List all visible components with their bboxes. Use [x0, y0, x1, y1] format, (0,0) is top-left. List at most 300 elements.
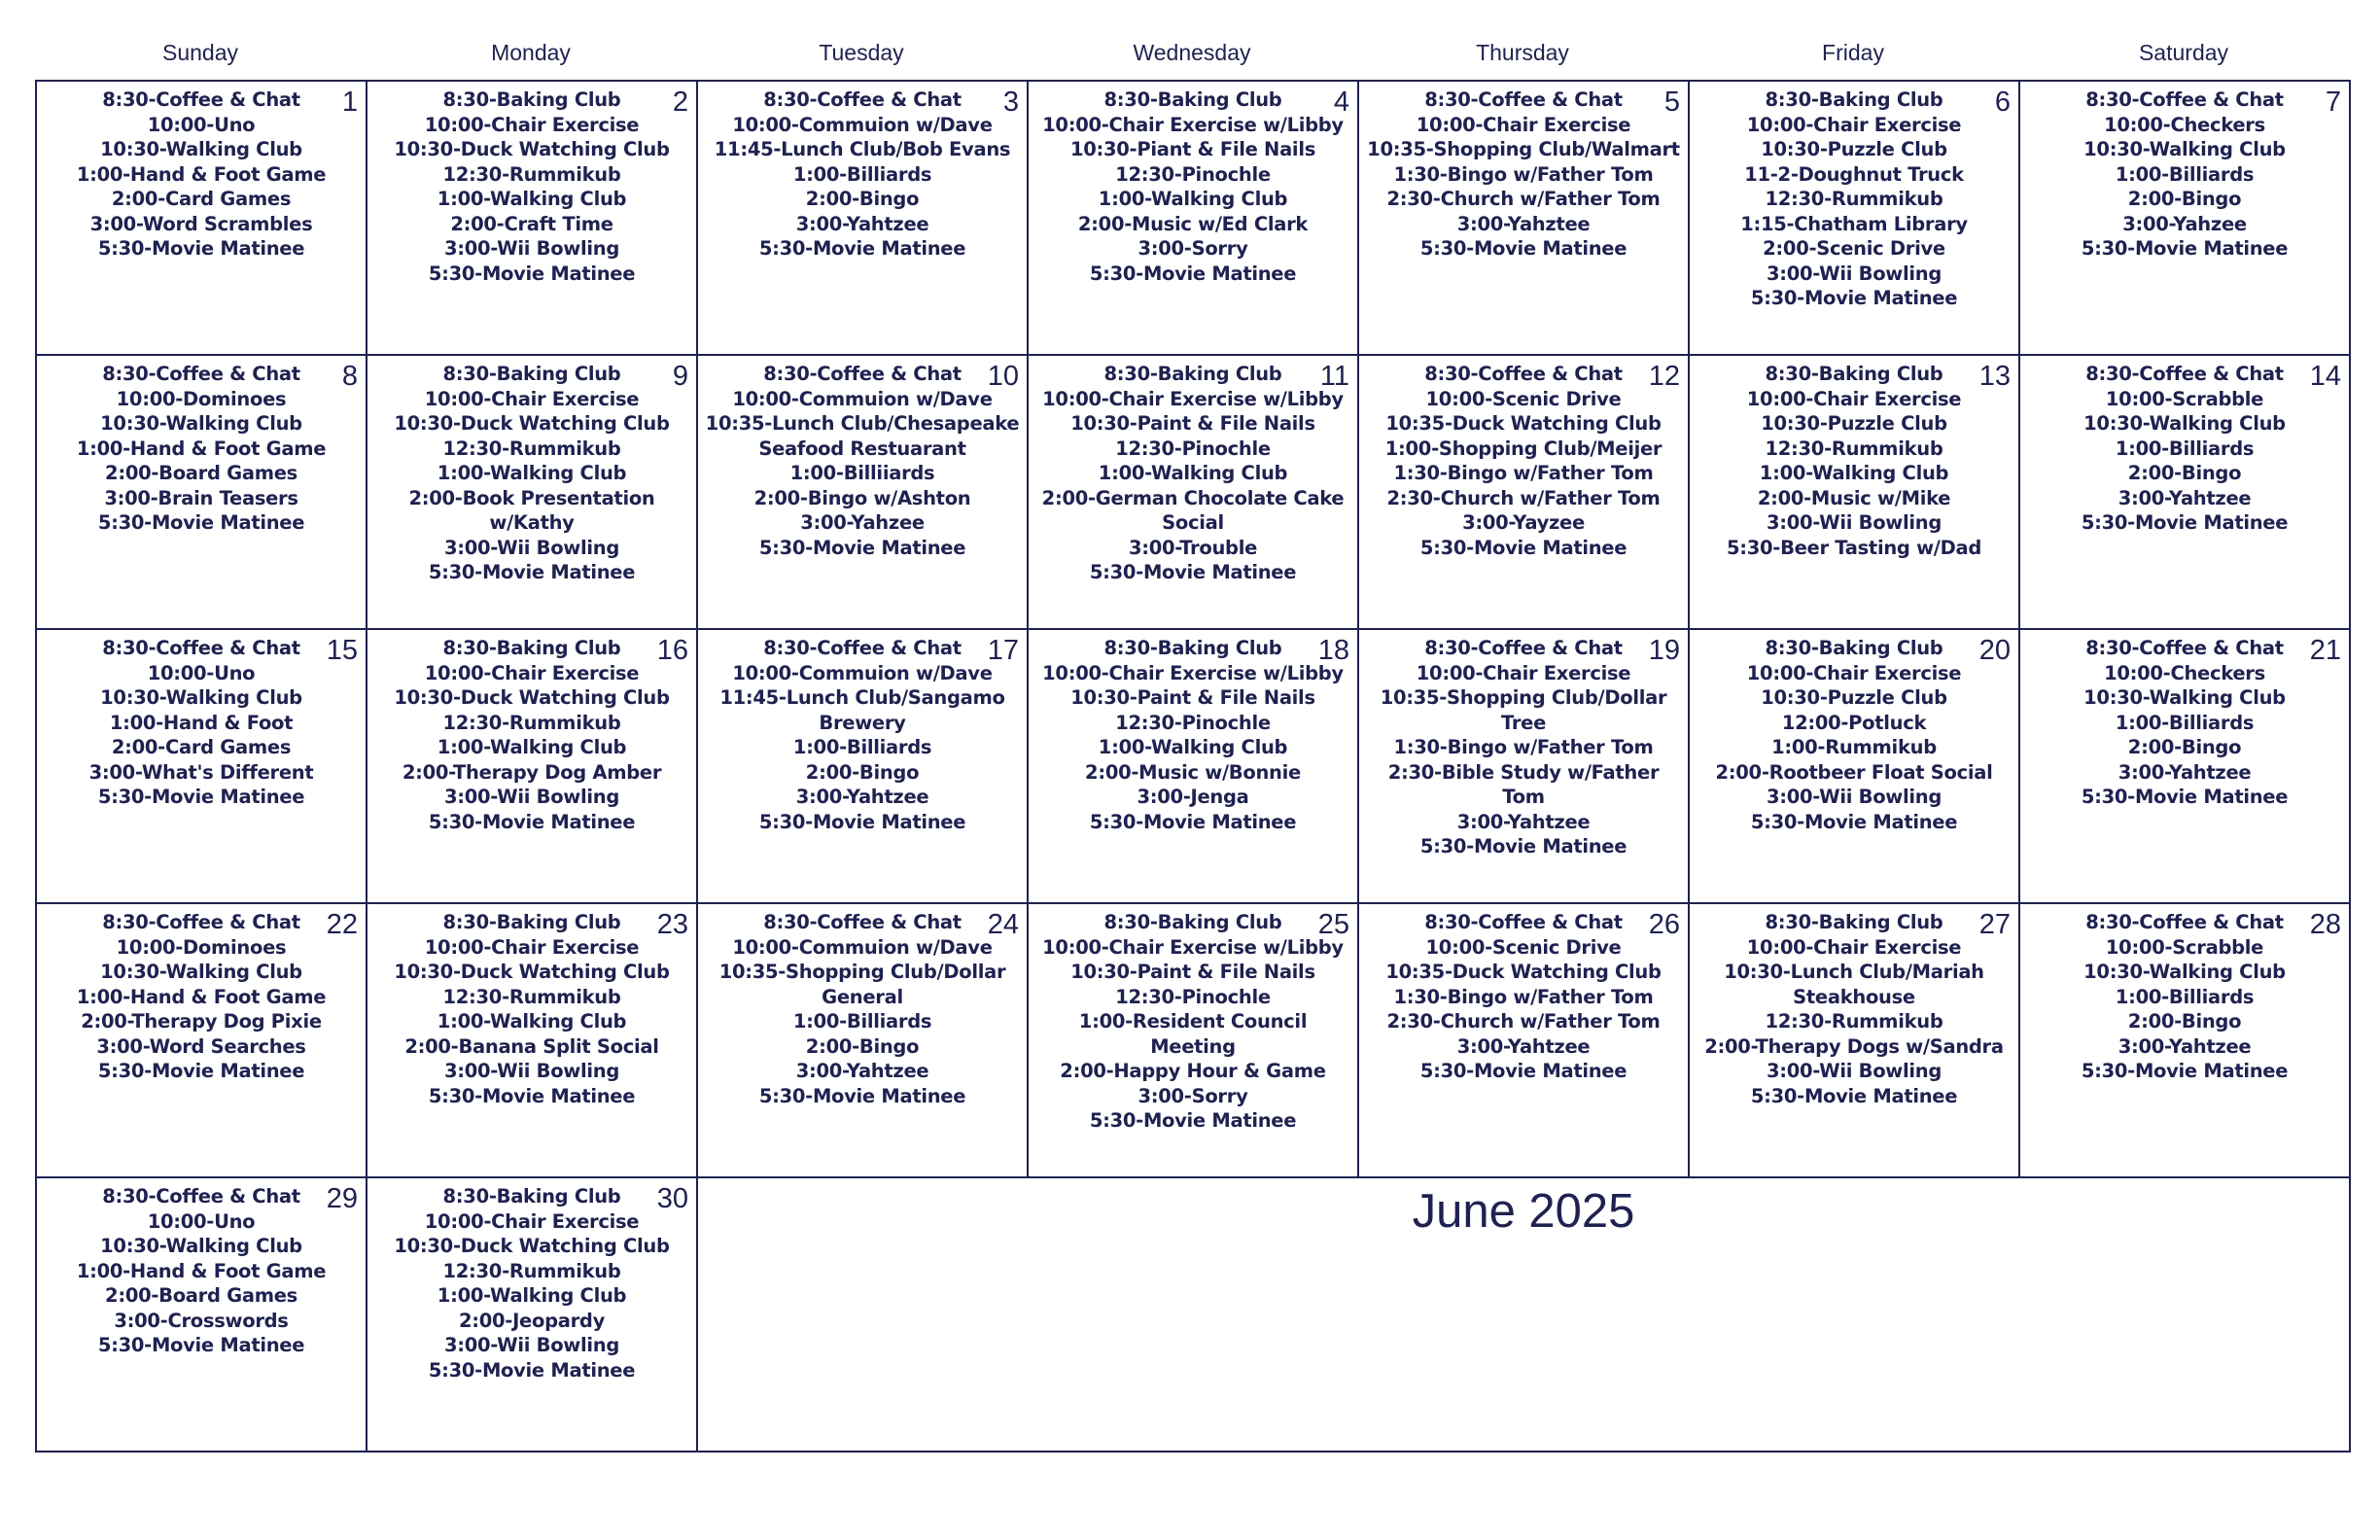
day-cell: [698, 630, 1029, 904]
event-item: 10:30-Piant & File Nails: [1069, 138, 1316, 160]
event-item: 5:30-Movie Matinee: [2081, 237, 2289, 260]
event-item: 12:30-Rummikub: [442, 437, 621, 460]
event-item: 8:30-Coffee & Chat: [763, 637, 962, 659]
event-item: 10:35-Duck Watching Club: [1385, 961, 1662, 983]
event-item: 2:00-Bingo: [805, 188, 920, 210]
event-item: 3:00-Yahtzee: [1456, 1034, 1591, 1058]
day-number: 24: [987, 909, 1019, 940]
day-number: 15: [326, 635, 358, 666]
day-number: 4: [1333, 87, 1349, 118]
day-number: 18: [1317, 635, 1349, 666]
day-number: 30: [656, 1183, 688, 1214]
event-item: 3:00-Yahzee: [2122, 212, 2247, 235]
event-item: 10:00-Dominoes: [116, 387, 287, 410]
event-item: 10:00-Chair Exercise w/Libby: [1042, 661, 1344, 684]
event-list: [37, 904, 366, 1084]
event-item: 3:00-Wii Bowling: [443, 536, 620, 559]
day-number: 8: [341, 361, 358, 392]
event-item: 12:30-Pinochle: [1115, 162, 1271, 186]
event-list: [37, 630, 366, 810]
event-item: 3:00-Crosswords: [114, 1309, 289, 1332]
event-list: [1029, 82, 1357, 286]
weekday-header-monday: Monday: [491, 40, 571, 65]
event-item: 8:30-Baking Club: [1103, 637, 1282, 659]
day-number: 9: [672, 361, 688, 392]
event-list: [368, 904, 696, 1108]
event-item: 12:30-Pinochle: [1115, 711, 1271, 734]
day-number: 22: [326, 909, 358, 940]
day-cell: [698, 356, 1029, 630]
event-list: [1029, 904, 1357, 1134]
day-number: 19: [1648, 635, 1680, 666]
event-item: 8:30-Coffee & Chat: [1424, 363, 1623, 385]
event-item: 3:00-Yahztee: [1456, 212, 1591, 235]
event-item: 1:00-Hand & Foot Game: [76, 1259, 327, 1282]
event-item: 1:00-Billiiards: [789, 462, 935, 484]
event-item: 8:30-Baking Club: [1765, 88, 1943, 111]
event-item: 3:00-Wii Bowling: [1766, 1060, 1942, 1082]
event-item: 2:30-Church w/Father Tom: [1386, 1010, 1661, 1032]
event-item: 1:00-Billiards: [2115, 711, 2255, 734]
event-item: 10:00-Chair Exercise: [1746, 935, 1962, 959]
event-item: 10:00-Checkers: [2104, 661, 2265, 684]
event-item: 10:00-Commuion w/Dave: [732, 661, 993, 684]
event-list: [698, 356, 1027, 560]
event-item: 3:00-Sorry: [1138, 1084, 1248, 1107]
event-item: 2:00-Card Games: [111, 188, 292, 210]
event-item: 5:30-Movie Matinee: [97, 1334, 305, 1356]
weekday-header-saturday: Saturday: [2138, 40, 2229, 65]
day-number: 16: [656, 635, 688, 666]
event-item: 8:30-Coffee & Chat: [2085, 637, 2284, 659]
event-item: 2:00-Board Games: [105, 462, 298, 484]
event-item: 5:30-Movie Matinee: [1419, 835, 1628, 858]
day-cell: [2020, 82, 2351, 356]
event-item: 10:30-Duck Watching Club: [394, 686, 670, 709]
event-item: 10:00-Chair Exercise: [424, 661, 640, 684]
event-item: 10:00-Commuion w/Dave: [732, 387, 993, 410]
event-item: 12:30-Rummikub: [1765, 1010, 1943, 1032]
day-cell: [1690, 904, 2020, 1178]
event-item: 10:30-Walking Club: [2083, 961, 2286, 983]
event-list: [1690, 630, 2018, 834]
event-item: 10:30-Duck Watching Club: [394, 961, 670, 983]
event-item: 5:30-Movie Matinee: [428, 810, 636, 833]
event-item: 2:00-Bingo: [2127, 1010, 2242, 1032]
event-item: 10:00-Chair Exercise: [424, 113, 640, 136]
event-item: 1:00-Walking Club: [437, 736, 627, 758]
event-item: 5:30-Movie Matinee: [1089, 810, 1297, 833]
event-list: [1029, 630, 1357, 834]
day-cell: [37, 356, 368, 630]
event-item: 5:30-Movie Matinee: [1089, 1109, 1297, 1132]
day-number: 13: [1978, 361, 2011, 392]
event-item: 8:30-Coffee & Chat: [2085, 363, 2284, 385]
event-item: 10:00-Chair Exercise: [424, 387, 640, 410]
event-item: 2:00-Book Presentation w/Kathy: [408, 486, 655, 534]
event-item: 10:30-Walking Club: [2083, 138, 2286, 160]
event-item: 3:00-Wii Bowling: [443, 786, 620, 808]
event-item: 10:35-Lunch Club/Chesapeake: [705, 412, 1020, 435]
event-item: 10:30-Puzzle Club: [1761, 138, 1947, 160]
event-item: 3:00-What's Different: [88, 760, 314, 784]
calendar: [35, 33, 2349, 1452]
event-item: 8:30-Coffee & Chat: [763, 88, 962, 111]
event-item: 10:30-Walking Club: [2083, 412, 2286, 435]
event-item: 10:00-Scrabble: [2105, 935, 2264, 959]
day-cell: [1359, 904, 1690, 1178]
event-list: [368, 1178, 696, 1382]
day-cell: [1029, 630, 1359, 904]
event-item: 1:00-Hand & Foot Game: [76, 162, 327, 186]
day-cell: [37, 630, 368, 904]
day-cell: [1029, 82, 1359, 356]
event-item: 1:00-Hand & Foot Game: [76, 437, 327, 460]
event-item: 5:30-Movie Matinee: [1419, 536, 1628, 559]
event-item: 10:30-Puzzle Club: [1761, 686, 1947, 709]
event-item: 2:30-Bible Study w/Father Tom: [1387, 760, 1660, 808]
day-number: 7: [2325, 87, 2341, 118]
event-item: 8:30-Coffee & Chat: [102, 88, 300, 111]
event-item: Social: [1162, 511, 1224, 534]
day-cell: [368, 630, 698, 904]
event-item: 2:00-Jeopardy: [459, 1309, 605, 1332]
event-item: 5:30-Movie Matinee: [758, 237, 966, 260]
day-cell: [1029, 356, 1359, 630]
event-item: 2:00-Scenic Drive: [1763, 237, 1945, 260]
day-cell: [368, 82, 698, 356]
event-item: Tree: [1500, 711, 1547, 734]
event-item: 1:00-Rummikub: [1771, 736, 1937, 758]
event-item: 3:00-Jenga: [1137, 786, 1249, 808]
weekday-header-wednesday: Wednesday: [1133, 40, 1251, 65]
event-item: 12:30-Pinochle: [1115, 985, 1271, 1008]
day-cell: [368, 1178, 698, 1452]
event-item: Steakhouse: [1793, 985, 1915, 1008]
day-cell: [368, 904, 698, 1178]
event-item: 10:35-Shopping Club/Dollar: [718, 961, 1006, 983]
event-item: 12:30-Rummikub: [442, 711, 621, 734]
event-item: 8:30-Coffee & Chat: [102, 911, 300, 933]
event-item: 10:30-Walking Club: [100, 412, 302, 435]
event-item: 8:30-Coffee & Chat: [1424, 911, 1623, 933]
event-item: 12:30-Rummikub: [1765, 437, 1943, 460]
event-item: 1:30-Bingo w/Father Tom: [1393, 462, 1654, 484]
event-item: 5:30-Movie Matinee: [1089, 262, 1297, 285]
event-item: 1:30-Bingo w/Father Tom: [1393, 162, 1654, 186]
event-item: 3:00-Sorry: [1138, 237, 1248, 260]
month-title: June 2025: [1412, 1185, 1635, 1238]
weekday-header-row: [35, 33, 2349, 80]
event-item: Brewery: [819, 711, 906, 734]
day-cell: [1359, 82, 1690, 356]
calendar-grid: [35, 80, 2351, 1452]
event-list: [368, 630, 696, 834]
event-item: 2:30-Church w/Father Tom: [1386, 486, 1661, 509]
event-item: 1:00-Resident Council Meeting: [1078, 1010, 1308, 1058]
event-list: [1690, 82, 2018, 311]
day-cell: [1359, 356, 1690, 630]
day-number: 17: [987, 635, 1019, 666]
day-cell: [1359, 630, 1690, 904]
event-item: 3:00-Wii Bowling: [1766, 511, 1942, 534]
event-item: 1:00-Walking Club: [437, 1284, 627, 1307]
day-number: 25: [1317, 909, 1349, 940]
event-list: [368, 82, 696, 286]
event-item: 3:00-Yahtzee: [795, 1060, 929, 1082]
event-list: [698, 82, 1027, 262]
month-title-box: [698, 1178, 2351, 1452]
event-item: 3:00-Yahtzee: [795, 786, 929, 808]
event-item: 1:00-Walking Club: [1098, 736, 1288, 758]
event-item: 10:00-Chair Exercise: [424, 1209, 640, 1233]
event-item: 8:30-Baking Club: [1765, 911, 1943, 933]
day-number: 5: [1663, 87, 1680, 118]
event-item: 5:30-Movie Matinee: [97, 786, 305, 808]
event-item: 2:00-Music w/Mike: [1757, 486, 1951, 509]
event-item: 2:00-Card Games: [111, 736, 292, 758]
event-item: 10:00-Chair Exercise w/Libby: [1042, 387, 1344, 410]
day-cell: [698, 904, 1029, 1178]
event-item: 11:45-Lunch Club/Sangamo: [719, 686, 1005, 709]
event-item: 5:30-Movie Matinee: [1750, 287, 1958, 309]
event-item: 12:30-Rummikub: [442, 985, 621, 1008]
event-item: 8:30-Baking Club: [1765, 637, 1943, 659]
day-number: 11: [1319, 361, 1349, 392]
event-item: 3:00-Word Searches: [96, 1034, 306, 1058]
day-number: 10: [987, 361, 1019, 392]
event-item: 8:30-Coffee & Chat: [1424, 637, 1623, 659]
event-item: 8:30-Baking Club: [442, 363, 621, 385]
event-list: [1359, 356, 1688, 560]
event-item: 1:00-Walking Club: [437, 1010, 627, 1032]
event-item: 1:00-Walking Club: [1098, 188, 1288, 210]
day-number: 2: [672, 87, 688, 118]
event-list: [2020, 356, 2349, 536]
event-item: 10:00-Commuion w/Dave: [732, 935, 993, 959]
event-item: 5:30-Movie Matinee: [97, 1060, 305, 1082]
event-item: 5:30-Movie Matinee: [428, 1358, 636, 1382]
event-item: 2:00-Bingo: [2127, 736, 2242, 758]
event-list: [37, 1178, 366, 1358]
event-item: 3:00-Yahtzee: [2118, 760, 2252, 784]
event-item: 2:30-Church w/Father Tom: [1386, 188, 1661, 210]
event-item: 8:30-Coffee & Chat: [102, 1185, 300, 1208]
event-list: [1359, 82, 1688, 262]
event-item: 5:30-Movie Matinee: [2081, 786, 2289, 808]
day-number: 6: [1994, 87, 2011, 118]
event-item: 3:00-Wii Bowling: [443, 1060, 620, 1082]
event-item: 10:00-Scenic Drive: [1425, 387, 1622, 410]
event-item: 3:00-Yayzee: [1462, 511, 1585, 534]
event-item: 5:30-Movie Matinee: [2081, 1060, 2289, 1082]
event-item: 5:30-Movie Matinee: [97, 237, 305, 260]
weekday-header-friday: Friday: [1822, 40, 1884, 65]
event-item: 1:30-Bingo w/Father Tom: [1393, 736, 1654, 758]
weekday-header-thursday: Thursday: [1476, 40, 1569, 65]
event-item: 8:30-Coffee & Chat: [102, 363, 300, 385]
event-item: 1:00-Billiards: [2115, 437, 2255, 460]
event-item: 2:00-Therapy Dog Pixie: [81, 1010, 322, 1032]
day-number: 23: [656, 909, 688, 940]
day-number: 26: [1648, 909, 1680, 940]
event-item: 2:00-Bingo: [805, 760, 920, 784]
event-item: 5:30-Movie Matinee: [1419, 1060, 1628, 1082]
event-item: 3:00-Wii Bowling: [443, 1334, 620, 1356]
event-item: 10:00-Uno: [147, 661, 256, 684]
event-item: 2:00-Bingo w/Ashton: [753, 486, 971, 509]
event-item: 12:30-Rummikub: [442, 162, 621, 186]
day-cell: [1690, 82, 2020, 356]
day-number: 28: [2309, 909, 2341, 940]
event-item: 10:00-Chair Exercise w/Libby: [1042, 113, 1344, 136]
event-item: 3:00-Wii Bowling: [1766, 786, 1942, 808]
event-item: 10:00-Chair Exercise: [1416, 661, 1631, 684]
event-list: [368, 356, 696, 585]
event-item: 1:15-Chatham Library: [1740, 212, 1968, 235]
day-cell: [2020, 904, 2351, 1178]
day-number: 29: [326, 1183, 358, 1214]
event-item: 5:30-Movie Matinee: [758, 810, 966, 833]
event-item: 10:30-Walking Club: [100, 138, 302, 160]
day-number: 3: [1002, 87, 1019, 118]
event-list: [1359, 904, 1688, 1084]
event-item: 8:30-Baking Club: [1765, 363, 1943, 385]
event-item: 10:00-Chair Exercise: [1416, 113, 1631, 136]
event-item: 12:30-Pinochle: [1115, 437, 1271, 460]
day-cell: [37, 82, 368, 356]
day-cell: [698, 82, 1029, 356]
event-item: 10:00-Checkers: [2104, 113, 2265, 136]
event-item: 10:00-Chair Exercise: [1746, 387, 1962, 410]
event-item: 1:00-Billiards: [2115, 162, 2255, 186]
event-item: 3:00-Word Scrambles: [89, 212, 313, 235]
event-list: [698, 630, 1027, 834]
event-item: General: [822, 985, 903, 1008]
event-item: 8:30-Baking Club: [1103, 911, 1282, 933]
event-item: 10:00-Chair Exercise w/Libby: [1042, 935, 1344, 959]
event-item: 3:00-Wii Bowling: [443, 237, 620, 260]
event-item: 10:30-Paint & File Nails: [1070, 686, 1315, 709]
event-item: 1:00-Billiards: [792, 1010, 932, 1032]
event-item: 3:00-Yahtzee: [1456, 810, 1591, 833]
event-item: 1:00-Billiards: [792, 162, 932, 186]
event-item: 10:30-Lunch Club/Mariah: [1724, 961, 1984, 983]
event-item: 2:00-Bingo: [2127, 462, 2242, 484]
event-item: 8:30-Coffee & Chat: [1424, 88, 1623, 111]
day-cell: [37, 904, 368, 1178]
event-item: 5:30-Beer Tasting w/Dad: [1726, 536, 1982, 559]
event-item: 10:30-Duck Watching Club: [394, 1235, 670, 1257]
weekday-header-tuesday: Tuesday: [819, 40, 904, 65]
event-item: 10:35-Duck Watching Club: [1385, 412, 1662, 435]
event-item: 2:00-Banana Split Social: [404, 1034, 659, 1058]
event-list: [37, 82, 366, 262]
event-item: 10:00-Uno: [147, 1209, 256, 1233]
day-cell: [1690, 630, 2020, 904]
event-item: 12:30-Rummikub: [1765, 188, 1943, 210]
event-item: 2:00-Bingo: [2127, 188, 2242, 210]
event-item: 10:00-Chair Exercise: [1746, 661, 1962, 684]
event-item: 8:30-Baking Club: [442, 911, 621, 933]
event-item: 1:00-Billiards: [792, 736, 932, 758]
event-list: [1690, 356, 2018, 560]
event-item: 10:30-Paint & File Nails: [1070, 412, 1315, 435]
event-item: 5:30-Movie Matinee: [428, 262, 636, 285]
event-item: 10:30-Walking Club: [100, 961, 302, 983]
event-item: 5:30-Movie Matinee: [428, 1084, 636, 1107]
day-cell: [1690, 356, 2020, 630]
event-item: 1:30-Bingo w/Father Tom: [1393, 985, 1654, 1008]
event-item: 1:00-Walking Club: [1759, 462, 1949, 484]
event-item: 5:30-Movie Matinee: [1419, 237, 1628, 260]
event-item: 2:00-Happy Hour & Game: [1060, 1060, 1326, 1082]
weekday-header-sunday: Sunday: [161, 40, 238, 65]
event-item: 2:00-Rootbeer Float Social: [1715, 760, 1993, 784]
event-list: [2020, 904, 2349, 1084]
event-item: 1:00-Walking Club: [437, 462, 627, 484]
event-item: 5:30-Movie Matinee: [2081, 511, 2289, 534]
event-item: 3:00-Trouble: [1128, 536, 1258, 559]
event-item: 3:00-Yahtzee: [2118, 486, 2252, 509]
event-item: 8:30-Coffee & Chat: [763, 363, 962, 385]
day-number: 21: [2309, 635, 2341, 666]
event-item: 1:00-Walking Club: [1098, 462, 1288, 484]
event-item: 8:30-Baking Club: [1103, 363, 1282, 385]
event-item: 10:30-Walking Club: [2083, 686, 2286, 709]
event-item: 10:00-Commuion w/Dave: [732, 113, 993, 136]
event-list: [1359, 630, 1688, 859]
event-item: 1:00-Walking Club: [437, 188, 627, 210]
event-item: 8:30-Coffee & Chat: [763, 911, 962, 933]
event-item: 12:30-Rummikub: [442, 1259, 621, 1282]
event-item: 5:30-Movie Matinee: [1089, 561, 1297, 583]
event-item: 2:00-Bingo: [805, 1034, 920, 1058]
event-item: 10:30-Walking Club: [100, 1235, 302, 1257]
event-item: 10:00-Dominoes: [116, 935, 287, 959]
event-list: [698, 904, 1027, 1108]
event-item: 8:30-Baking Club: [442, 88, 621, 111]
event-item: 10:35-Shopping Club/Dollar: [1380, 686, 1667, 709]
event-item: 5:30-Movie Matinee: [758, 1084, 966, 1107]
event-item: 1:00-Shopping Club/Meijer: [1384, 437, 1662, 460]
event-item: 2:00-Board Games: [105, 1284, 298, 1307]
event-item: 5:30-Movie Matinee: [428, 561, 636, 583]
day-cell: [2020, 630, 2351, 904]
event-item: 2:00-Craft Time: [450, 212, 613, 235]
event-item: 10:30-Walking Club: [100, 686, 302, 709]
event-item: 8:30-Baking Club: [1103, 88, 1282, 111]
day-cell: [37, 1178, 368, 1452]
day-cell: [368, 356, 698, 630]
day-number: 20: [1978, 635, 2011, 666]
event-item: 8:30-Baking Club: [442, 1185, 621, 1208]
event-item: 3:00-Wii Bowling: [1766, 262, 1942, 285]
event-item: Seafood Restuarant: [758, 437, 966, 460]
event-item: 10:30-Paint & File Nails: [1070, 961, 1315, 983]
event-item: 2:00-German Chocolate Cake: [1041, 486, 1345, 509]
event-item: 10:00-Chair Exercise: [1746, 113, 1962, 136]
event-item: 12:00-Potluck: [1781, 711, 1927, 734]
event-item: 2:00-Therapy Dog Amber: [402, 760, 662, 784]
event-item: 10:00-Scenic Drive: [1425, 935, 1622, 959]
event-item: 11:45-Lunch Club/Bob Evans: [714, 138, 1011, 160]
event-item: 1:00-Billiards: [2115, 985, 2255, 1008]
event-list: [1690, 904, 2018, 1108]
event-item: 5:30-Movie Matinee: [97, 511, 305, 534]
day-number: 12: [1648, 361, 1680, 392]
event-item: 5:30-Movie Matinee: [758, 536, 966, 559]
